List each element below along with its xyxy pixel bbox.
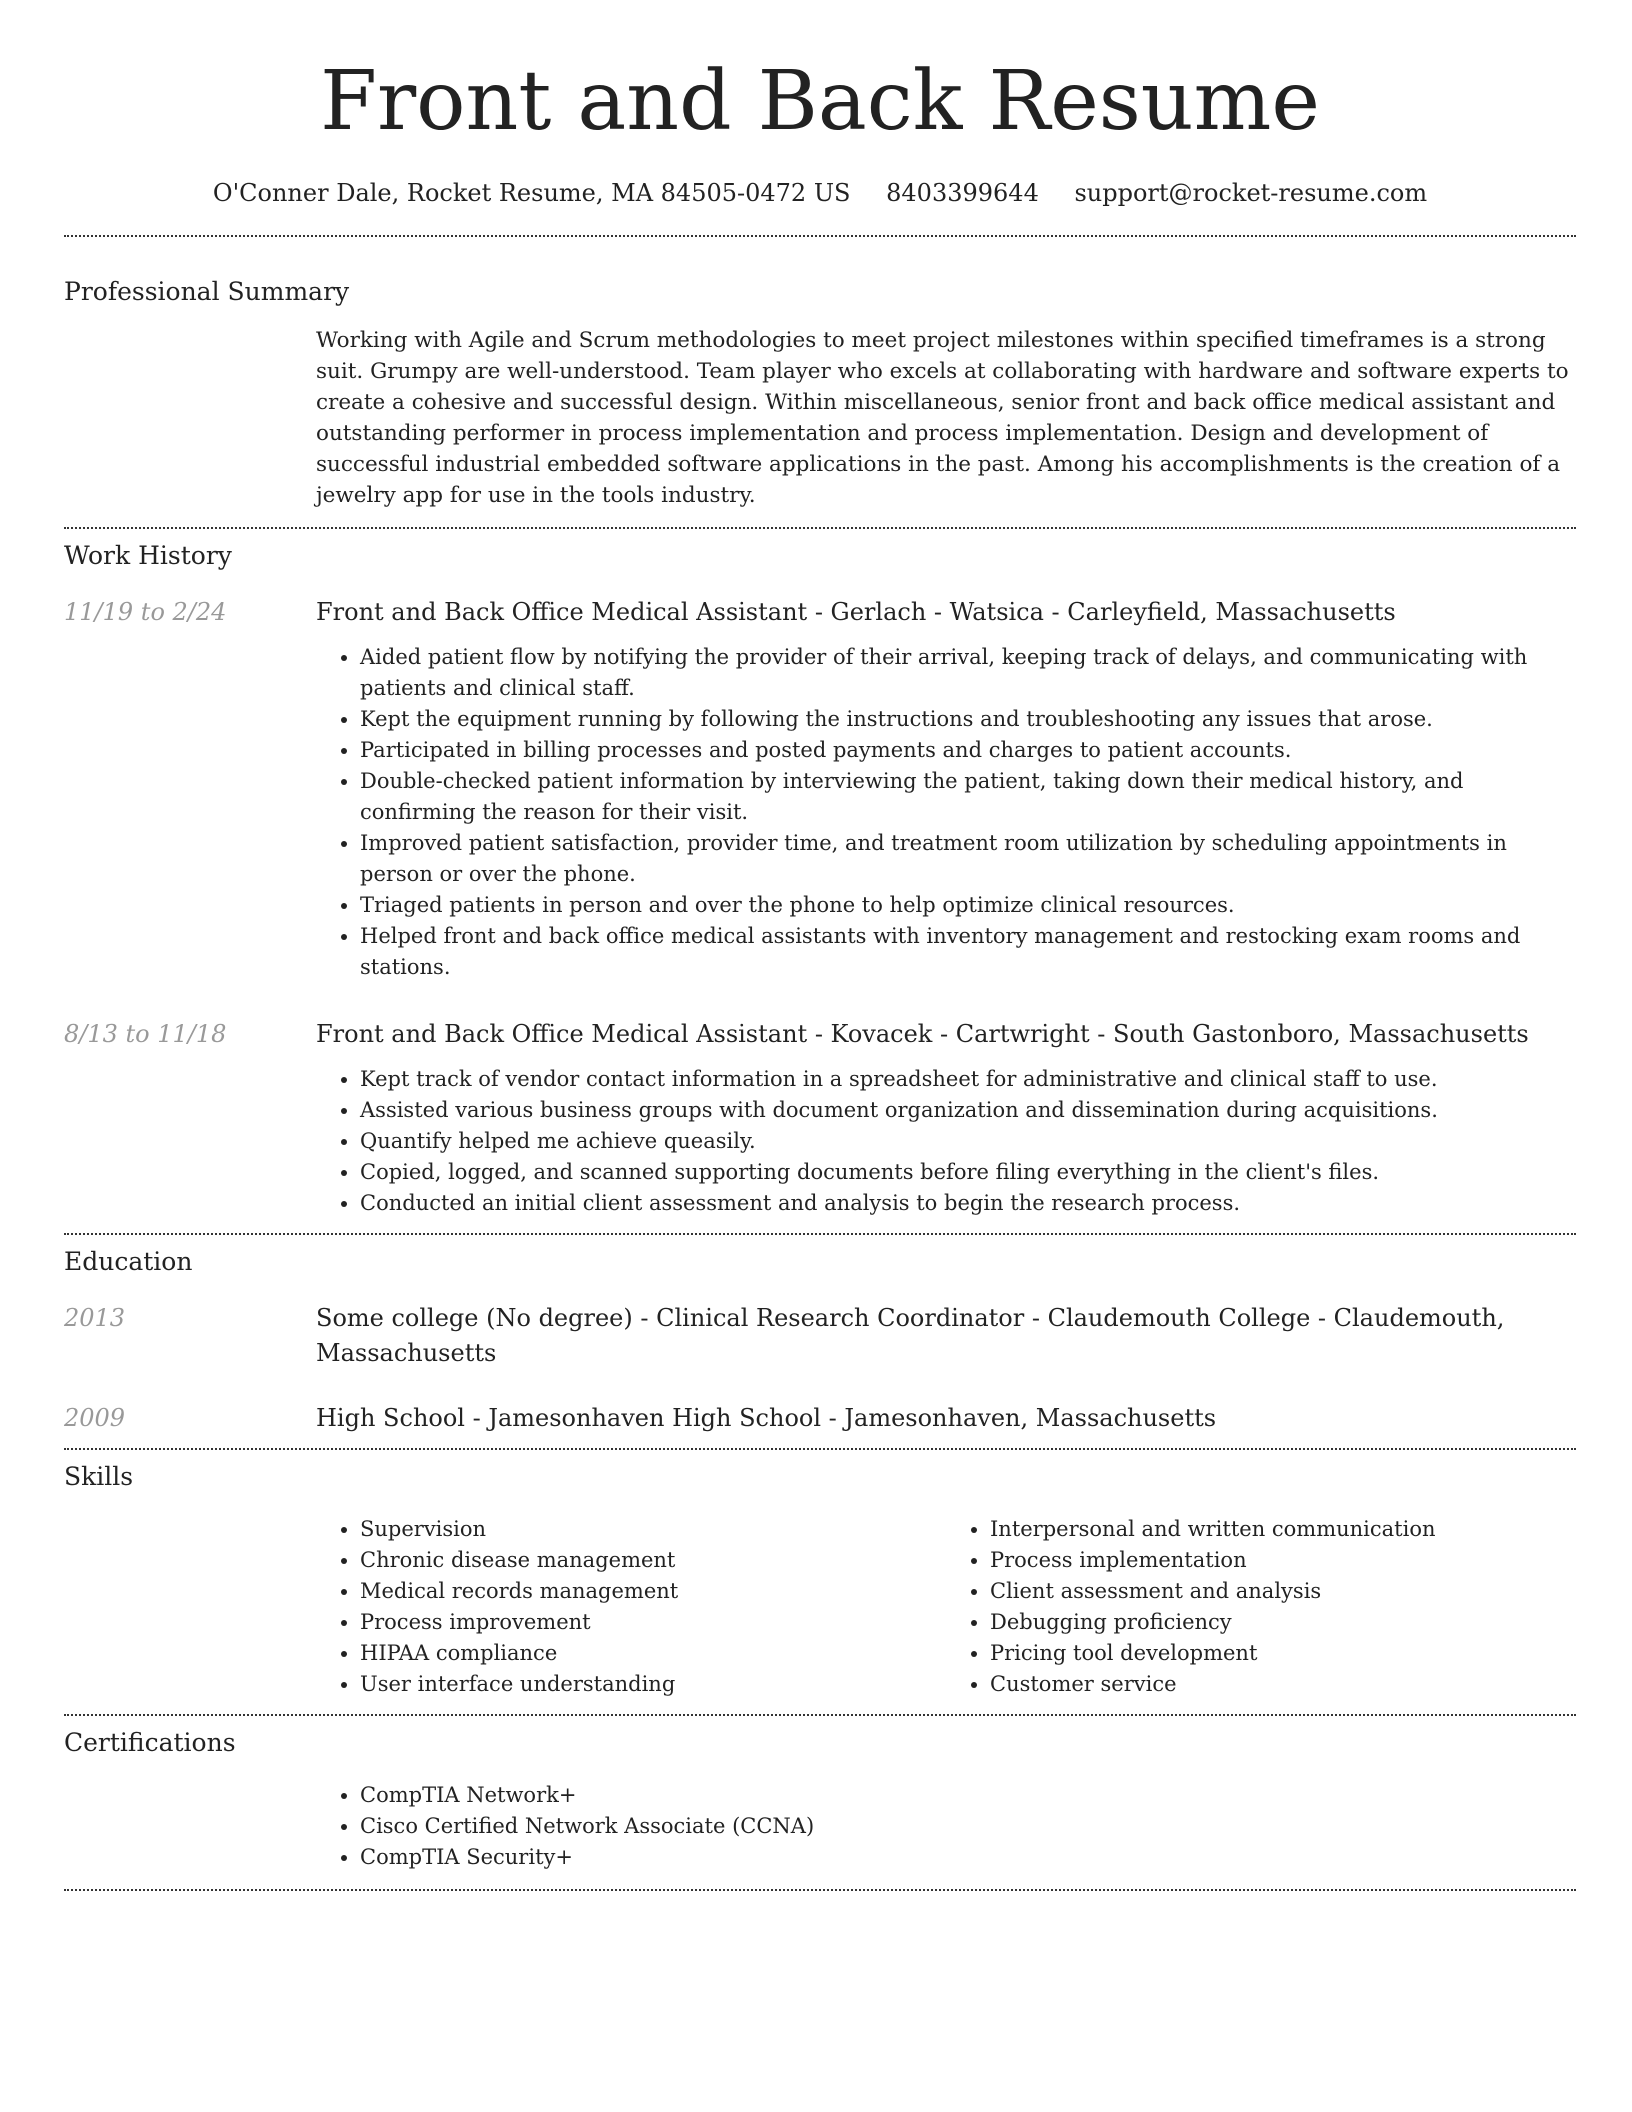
list-item: • Client assessment and analysis xyxy=(990,1576,1576,1607)
skills-list-left xyxy=(316,1514,946,1700)
summary-heading: Professional Summary xyxy=(64,277,350,306)
education-text: High School - Jamesonhaven High School - Jamesonhaven, Massachusetts xyxy=(316,1404,1217,1432)
list-item: • CompTIA Security+ xyxy=(360,1842,1576,1873)
list-item: • User interface understanding xyxy=(360,1669,946,1700)
job-title: Front and Back Office Medical Assistant xyxy=(316,1020,808,1048)
resume-title: Front and Back Resume xyxy=(320,54,1320,149)
list-item: • Process improvement xyxy=(360,1607,946,1638)
list-item: • Customer service xyxy=(990,1669,1576,1700)
job-title: Front and Back Office Medical Assistant xyxy=(316,598,808,626)
list-item: • Chronic disease management xyxy=(360,1545,946,1576)
list-item: • Copied, logged, and scanned supporting documents before filing everything in the client's files. xyxy=(360,1157,1576,1188)
list-item: • Cisco Certified Network Associate (CCNA) xyxy=(360,1811,1576,1842)
contact-line xyxy=(64,176,1576,210)
contact-phone: 8403399644 xyxy=(886,179,1039,207)
skills-columns xyxy=(316,1514,1576,1700)
list-item: • Process implementation xyxy=(990,1545,1576,1576)
summary-text: Working with Agile and Scrum methodologies to meet project milestones within specified timeframes is a strong suit. Grumpy are well-understood. Team player who excels at collaborating with hardware and software experts to create a cohesive and successful design. Within miscellaneous, senior front and back office medical assistant and outstanding performer in process implementation and process implementation. Design and development of successful industrial embedded software applications in the past. Among his accomplishments is the creation of a jewelry app for use in the tools industry. xyxy=(316,328,1569,508)
job-heading xyxy=(316,1017,1529,1052)
skills-heading: Skills xyxy=(64,1462,134,1491)
divider xyxy=(64,1889,1576,1891)
education-year: 2013 xyxy=(64,1304,126,1332)
list-item: • Assisted various business groups with document organization and dissemination during acquisitions. xyxy=(360,1095,1576,1126)
job-dates: 11/19 to 2/24 xyxy=(64,598,227,626)
certifications-list xyxy=(316,1780,1576,1873)
list-item: • Pricing tool development xyxy=(990,1638,1576,1669)
summary-section xyxy=(64,237,1576,527)
education-item xyxy=(64,1301,1576,1371)
job-entry xyxy=(64,595,1576,983)
contact-address: O'Conner Dale, Rocket Resume, MA 84505-0472 US xyxy=(212,179,851,207)
list-item: • Kept the equipment running by following the instructions and troubleshooting any issues that arose. xyxy=(360,704,1576,735)
list-item: • Participated in billing processes and posted payments and charges to patient accounts. xyxy=(360,735,1576,766)
contact-email: support@rocket-resume.com xyxy=(1074,179,1428,207)
list-item: • Double-checked patient information by interviewing the patient, taking down their medical history, and confirming the reason for their visit. xyxy=(360,766,1576,828)
job-heading xyxy=(316,595,1396,630)
skills-list-right xyxy=(946,1514,1576,1700)
certifications-heading: Certifications xyxy=(64,1728,236,1757)
work-section xyxy=(64,529,1576,1233)
job-bullets xyxy=(316,642,1576,983)
education-section xyxy=(64,1235,1576,1448)
job-header xyxy=(64,1017,1576,1052)
list-item: • Aided patient flow by notifying the provider of their arrival, keeping track of delays, and communicating with patients and clinical staff. xyxy=(360,642,1576,704)
list-item: • CompTIA Network+ xyxy=(360,1780,1576,1811)
job-details: - Gerlach - Watsica - Carleyfield, Massachusetts xyxy=(807,598,1396,626)
list-item: • HIPAA compliance xyxy=(360,1638,946,1669)
resume-page xyxy=(64,0,1576,1891)
list-item: • Triaged patients in person and over the phone to help optimize clinical resources. xyxy=(360,890,1576,921)
certifications-section xyxy=(64,1716,1576,1889)
job-details: - Kovacek - Cartwright - South Gastonboro, Massachusetts xyxy=(807,1020,1529,1048)
list-item: • Interpersonal and written communication xyxy=(990,1514,1576,1545)
work-heading: Work History xyxy=(64,541,232,570)
list-item: • Medical records management xyxy=(360,1576,946,1607)
list-item: • Kept track of vendor contact information in a spreadsheet for administrative and clinical staff to use. xyxy=(360,1064,1576,1095)
job-dates: 8/13 to 11/18 xyxy=(64,1020,227,1048)
education-item xyxy=(64,1401,1576,1436)
job-entry xyxy=(64,1017,1576,1219)
job-header xyxy=(64,595,1576,630)
education-heading: Education xyxy=(64,1247,193,1276)
list-item: • Debugging proficiency xyxy=(990,1607,1576,1638)
list-item: • Conducted an initial client assessment and analysis to begin the research process. xyxy=(360,1188,1576,1219)
education-year: 2009 xyxy=(64,1404,126,1432)
list-item: • Quantify helped me achieve queasily. xyxy=(360,1126,1576,1157)
education-text: Some college (No degree) - Clinical Research Coordinator - Claudemouth College - Claudemouth, Massachusetts xyxy=(316,1304,1505,1367)
list-item: • Supervision xyxy=(360,1514,946,1545)
skills-section xyxy=(64,1450,1576,1714)
list-item: • Helped front and back office medical assistants with inventory management and restocking exam rooms and stations. xyxy=(360,921,1576,983)
job-bullets xyxy=(316,1064,1576,1219)
list-item: • Improved patient satisfaction, provider time, and treatment room utilization by scheduling appointments in person or over the phone. xyxy=(360,828,1576,890)
